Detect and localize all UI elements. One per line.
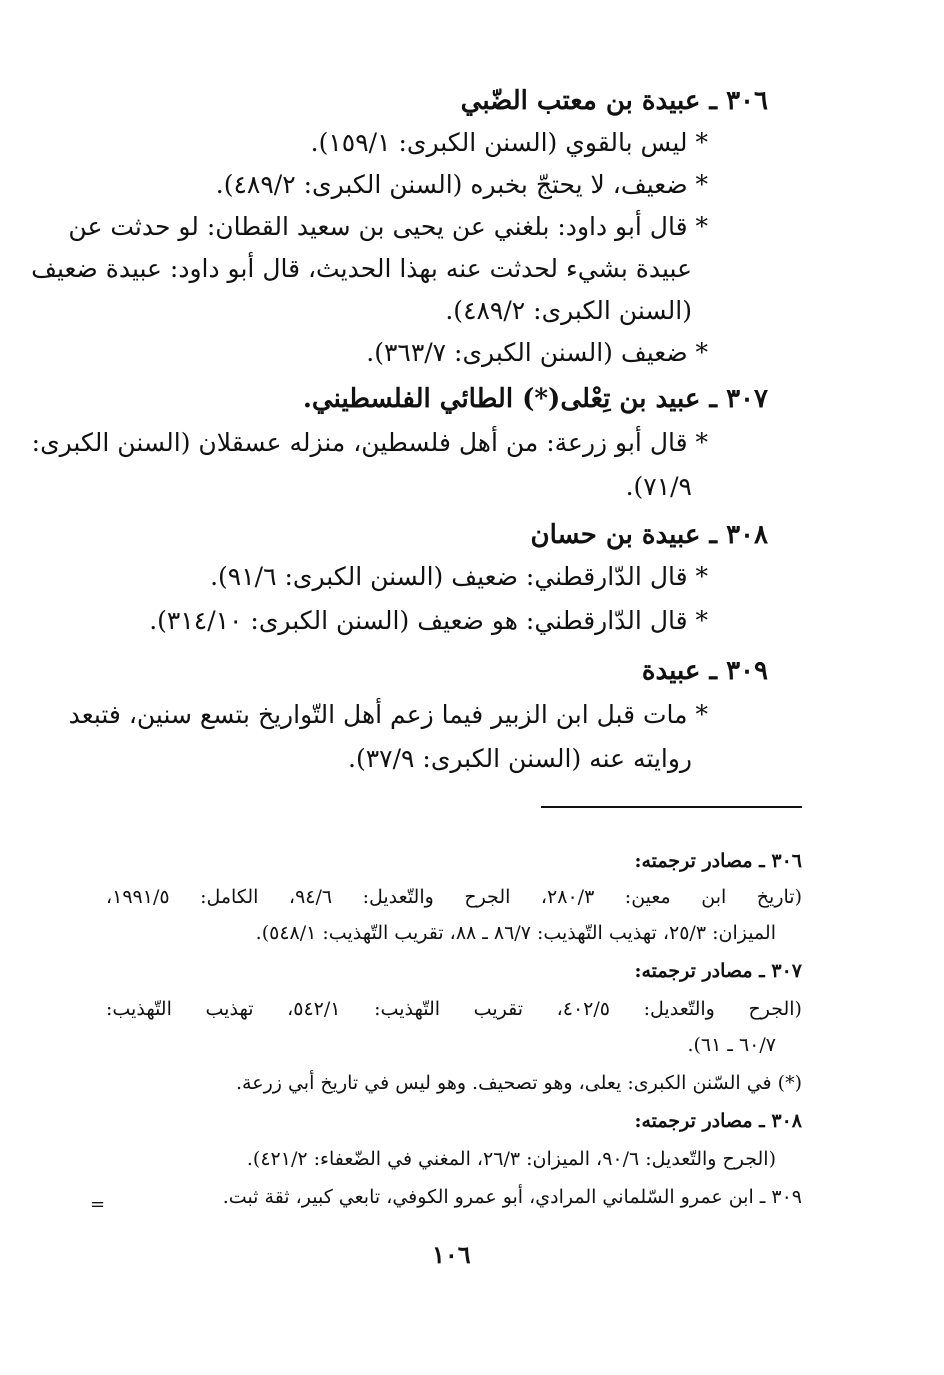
entry-309-heading: ٣٠٩ ـ عبيدة bbox=[641, 656, 768, 686]
entry-306-heading: ٣٠٦ ـ عبيدة بن معتب الضّبي bbox=[460, 86, 768, 116]
continuation-mark: = bbox=[90, 1194, 106, 1215]
entry-306-line-6: * ضعيف (السنن الكبرى: ٣٦٣/٧). bbox=[366, 338, 708, 367]
entry-307-line-2: ٧١/٩). bbox=[625, 472, 692, 501]
footnote-307-line-2: ٦٠/٧ ـ ٦١). bbox=[687, 1034, 776, 1056]
entry-306-line-4: عبيدة بشيء لحدثت عنه بهذا الحديث، قال أبو داود: عبيدة ضعيف bbox=[31, 254, 692, 283]
footnote-307-line-1: (الجرح والتّعديل: ٤٠٢/٥، تقريب التّهذيب: ٥٤٢/١، تهذيب التّهذيب: bbox=[106, 998, 802, 1020]
entry-309-line-1: * مات قبل ابن الزبير فيما زعم أهل التّواريخ بتسع سنين، فتبعد bbox=[68, 700, 708, 729]
entry-306-line-2: * ضعيف، لا يحتجّ بخبره (السنن الكبرى: ٤٨٩/٢). bbox=[215, 170, 708, 199]
entry-309-line-2: روايته عنه (السنن الكبرى: ٣٧/٩). bbox=[348, 744, 692, 773]
page-number: ١٠٦ bbox=[432, 1240, 471, 1269]
footnote-309: ٣٠٩ ـ ابن عمرو السّلماني المرادي، أبو عمرو الكوفي، تابعي كبير، ثقة ثبت. bbox=[222, 1186, 802, 1208]
footnote-306-line-2: الميزان: ٢٥/٣، تهذيب التّهذيب: ٨٦/٧ ـ ٨٨، تقريب التّهذيب: ٥٤٨/١). bbox=[255, 922, 776, 944]
entry-306-line-3: * قال أبو داود: بلغني عن يحيى بن سعيد القطان: لو حدثت عن bbox=[68, 212, 708, 241]
entry-307-line-1: * قال أبو زرعة: من أهل فلسطين، منزله عسقلان (السنن الكبرى: bbox=[31, 428, 708, 457]
footnote-306-line-1: (تاريخ ابن معين: ٢٨٠/٣، الجرح والتّعديل: ٩٤/٦، الكامل: ١٩٩١/٥، bbox=[106, 886, 803, 908]
entry-308-line-1: * قال الدّارقطني: ضعيف (السنن الكبرى: ٩١/٦). bbox=[210, 562, 708, 591]
footnote-307-asterisk-note: (*) في السّنن الكبرى: يعلى، وهو تصحيف. وهو ليس في تاريخ أبي زرعة. bbox=[236, 1072, 802, 1094]
footnote-308-line-1: (الجرح والتّعديل: ٩٠/٦، الميزان: ٢٦/٣، المغني في الضّعفاء: ٤٢١/٢). bbox=[246, 1148, 776, 1170]
footnote-306-heading: ٣٠٦ ـ مصادر ترجمته: bbox=[634, 850, 802, 872]
footnote-separator bbox=[541, 806, 802, 808]
entry-308-line-2: * قال الدّارقطني: هو ضعيف (السنن الكبرى: ٣١٤/١٠). bbox=[149, 606, 708, 635]
footnote-307-heading: ٣٠٧ ـ مصادر ترجمته: bbox=[634, 960, 802, 982]
entry-308-heading: ٣٠٨ ـ عبيدة بن حسان bbox=[530, 520, 768, 550]
entry-306-line-1: * ليس بالقوي (السنن الكبرى: ١٥٩/١). bbox=[310, 128, 708, 157]
entry-307-heading: ٣٠٧ ـ عبيد بن تِعْلى(*) الطائي الفلسطيني. bbox=[302, 384, 768, 414]
entry-306-line-5: (السنن الكبرى: ٤٨٩/٢). bbox=[445, 296, 692, 325]
footnote-308-heading: ٣٠٨ ـ مصادر ترجمته: bbox=[634, 1110, 802, 1132]
